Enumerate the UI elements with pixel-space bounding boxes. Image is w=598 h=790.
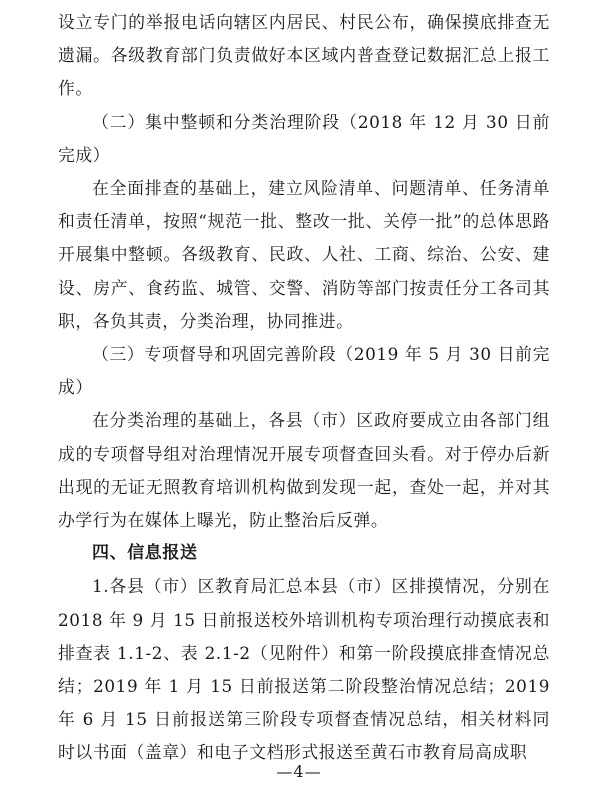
section-heading-info-reporting: 四、信息报送 [92,543,198,564]
paragraph-report-hotline: 设立专门的举报电话向辖区内居民、村民公布，确保摸底排查无遗漏。各级教育部门负责做好本区域内普查登记数据汇总上报工作。 [58,12,550,99]
subheading-stage-three: （三）专项督导和巩固完善阶段（2019 年 5 月 30 日前完成） [58,344,550,398]
subheading-stage-two: （二）集中整顿和分类治理阶段（2018 年 12 月 30 日前完成） [58,111,550,165]
document-body [58,6,550,770]
paragraph-stage-three-body: 在分类治理的基础上，各县（市）区政府要成立由各部门组成的专项督导组对治理情况开展专项督查回头看。对于停办后新出现的无证无照教育培训机构做到发现一起，查处一起，并对其办学行为在媒体上曝光，防止整治后反弹。 [58,410,550,531]
page-number: —4— [276,762,322,781]
paragraph-reporting-item-1: 1.各县（市）区教育局汇总本县（市）区排摸情况，分别在 2018 年 9 月 15 日前报送校外培训机构专项治理行动摸底表和排查表 1.1-2、表 2.1-2（见附件）和第一阶段摸底排查情况总结；2019 年 1 月 15 日前报送第二阶段整治情况总结；2019 年 6 月 15 日前报送第三阶段专项督查情况总结，相关材料同时以书面（盖章）和电子文档形式报送至黄石市教育局高成职 [58,576,550,763]
paragraph-stage-two-body: 在全面排查的基础上，建立风险清单、问题清单、任务清单和责任清单，按照“规范一批、整改一批、关停一批”的总体思路开展集中整顿。各级教育、民政、人社、工商、综治、公安、建设、房产、食药监、城管、交警、消防等部门按责任分工各司其职，各负其责，分类治理，协同推进。 [58,178,550,331]
